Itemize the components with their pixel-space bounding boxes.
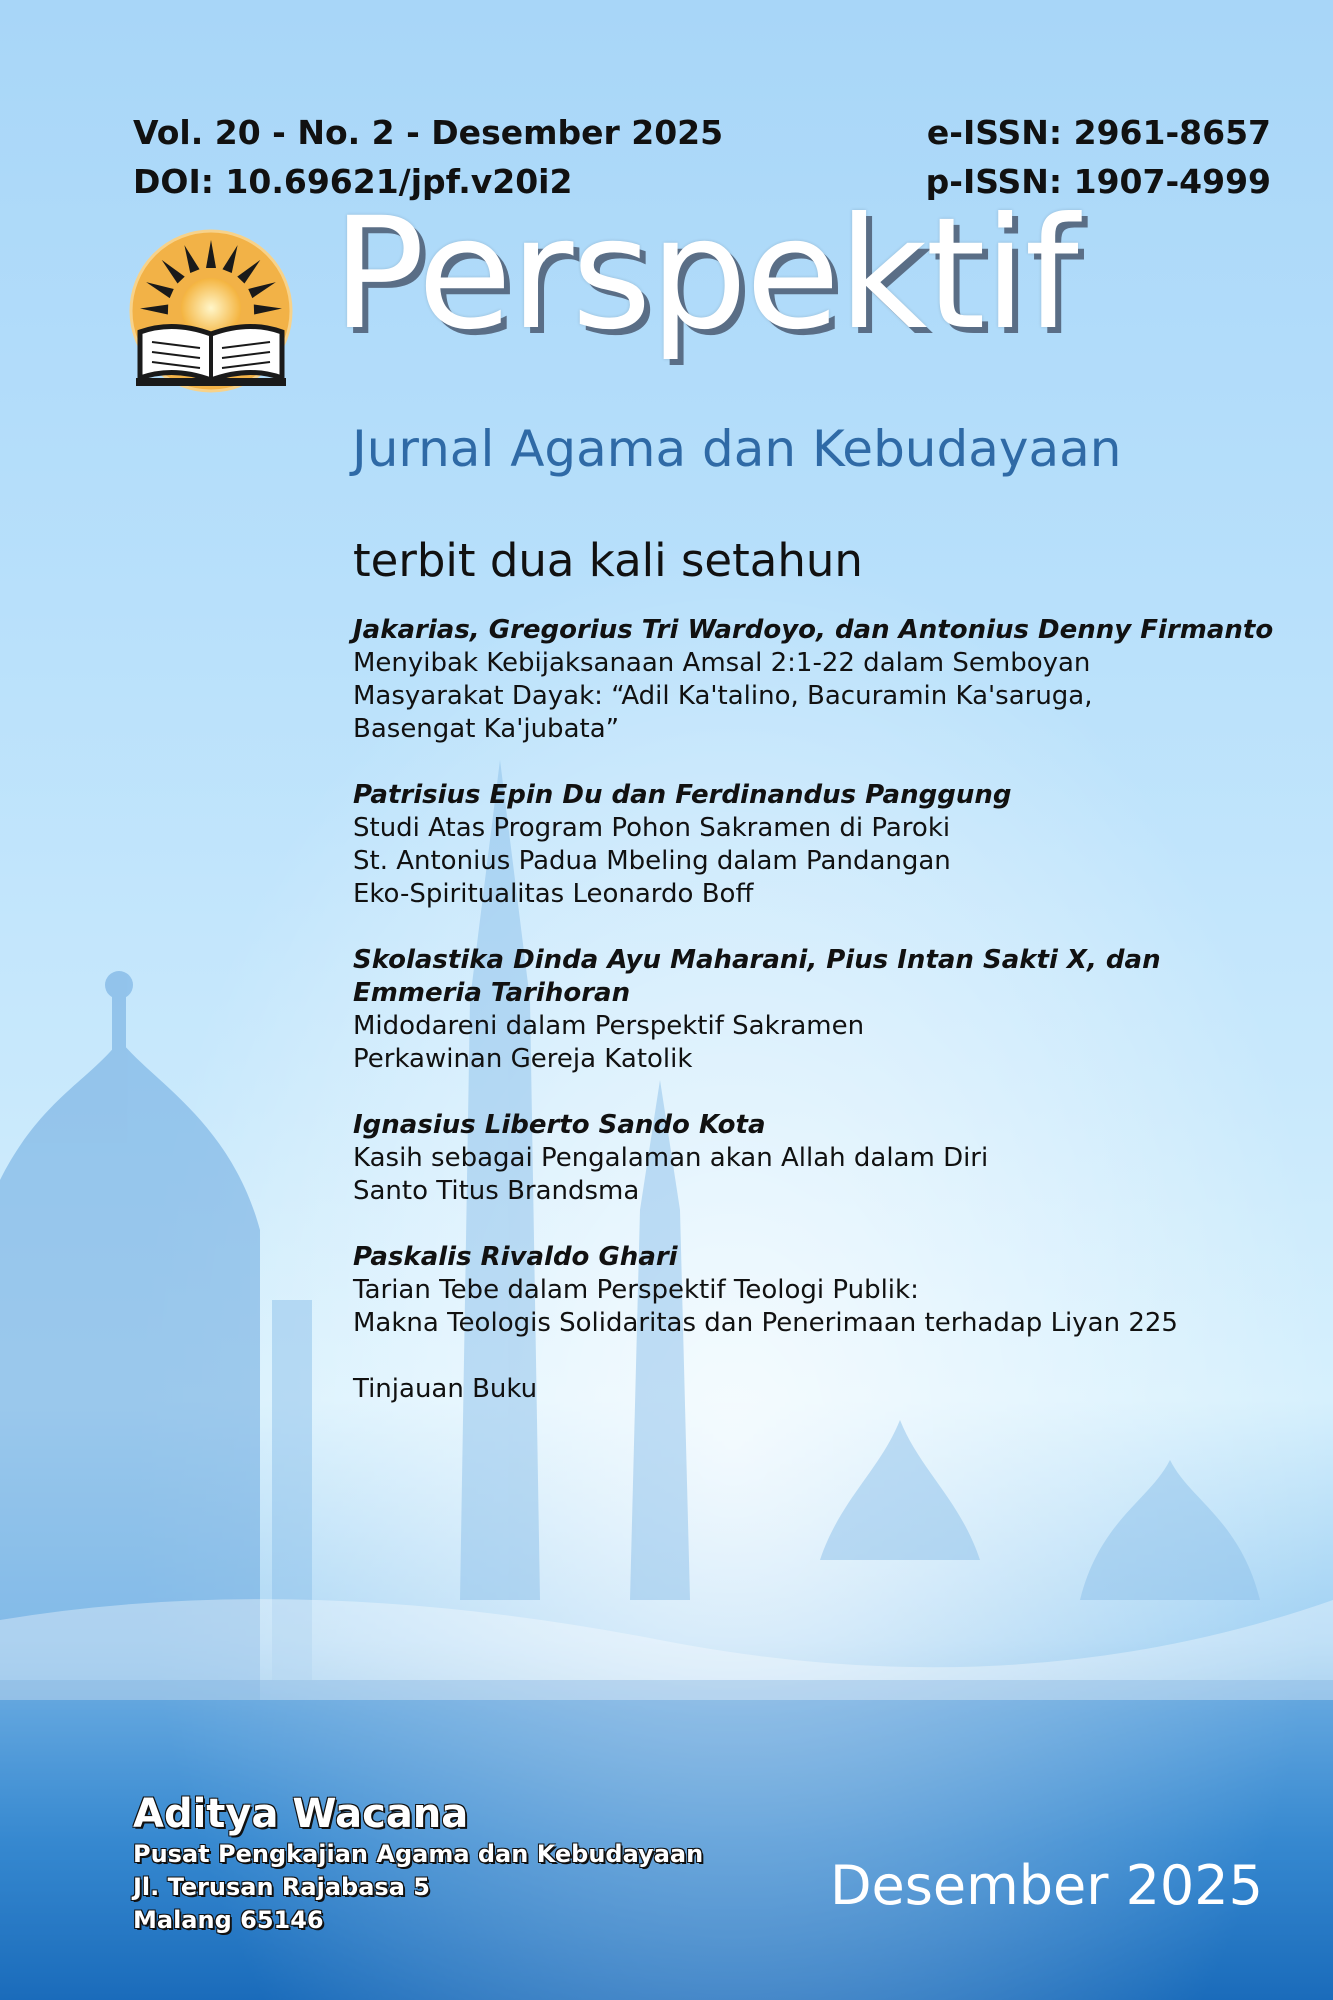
article-authors: Paskalis Rivaldo Ghari (353, 1242, 678, 1272)
issue-date: Desember 2025 (829, 1854, 1263, 1917)
journal-subtitle: Jurnal Agama dan Kebudayaan (352, 420, 1122, 478)
article-entry (353, 614, 1313, 746)
article-entry (353, 1241, 1313, 1340)
journal-title: Perspektif (332, 185, 1077, 364)
article-title-line: Basengat Ka'jubata” (353, 714, 620, 744)
pissn-line: p-ISSN: 1907-4999 (925, 162, 1271, 201)
sun-over-open-book-logo (128, 228, 294, 394)
article-title-line: Tarian Tebe dalam Perspektif Teologi Publik: (353, 1275, 919, 1305)
publication-frequency: terbit dua kali setahun (353, 534, 863, 587)
article-title-line: Menyibak Kebijaksanaan Amsal 2:1-22 dalam Semboyan (353, 648, 1091, 678)
article-title-line: Studi Atas Program Pohon Sakramen di Paroki (353, 813, 951, 843)
article-authors: Jakarias, Gregorius Tri Wardoyo, dan Antonius Denny Firmanto (353, 615, 1274, 645)
article-authors: Emmeria Tarihoran (353, 978, 631, 1008)
publisher-address-line: Pusat Pengkajian Agama dan Kebudayaan (133, 1840, 704, 1868)
article-authors: Skolastika Dinda Ayu Maharani, Pius Intan Sakti X, dan (353, 945, 1161, 975)
book-review-entry (353, 1373, 1313, 1406)
article-title-line: Eko-Spiritualitas Leonardo Boff (353, 879, 754, 909)
article-entry (353, 779, 1313, 911)
article-authors: Patrisius Epin Du dan Ferdinandus Panggung (353, 780, 1012, 810)
article-entry (353, 1109, 1313, 1208)
publisher-address-line: Malang 65146 (133, 1906, 324, 1934)
article-entry (353, 944, 1313, 1076)
article-title-line: Masyarakat Dayak: “Adil Ka'talino, Bacuramin Ka'saruga, (353, 681, 1093, 711)
publisher-block (133, 1790, 703, 1937)
eissn-line: e-ISSN: 2961-8657 (926, 113, 1271, 152)
doi-line: DOI: 10.69621/jpf.v20i2 (133, 162, 573, 201)
article-authors: Ignasius Liberto Sando Kota (353, 1110, 766, 1140)
publisher-address-line: Jl. Terusan Rajabasa 5 (133, 1873, 430, 1901)
article-title-line: Perkawinan Gereja Katolik (353, 1044, 693, 1074)
article-title-line: Makna Teologis Solidaritas dan Penerimaan terhadap Liyan 225 (353, 1308, 1178, 1338)
article-title-line: Kasih sebagai Pengalaman akan Allah dalam Diri (353, 1143, 989, 1173)
publisher-name: Aditya Wacana (133, 1791, 469, 1837)
article-title-line: Midodareni dalam Perspektif Sakramen (353, 1011, 865, 1041)
table-of-contents (353, 614, 1313, 1439)
book-review-label: Tinjauan Buku (353, 1374, 538, 1404)
volume-line: Vol. 20 - No. 2 - Desember 2025 (133, 113, 724, 152)
article-title-line: St. Antonius Padua Mbeling dalam Pandangan (353, 846, 951, 876)
article-title-line: Santo Titus Brandsma (353, 1176, 640, 1206)
